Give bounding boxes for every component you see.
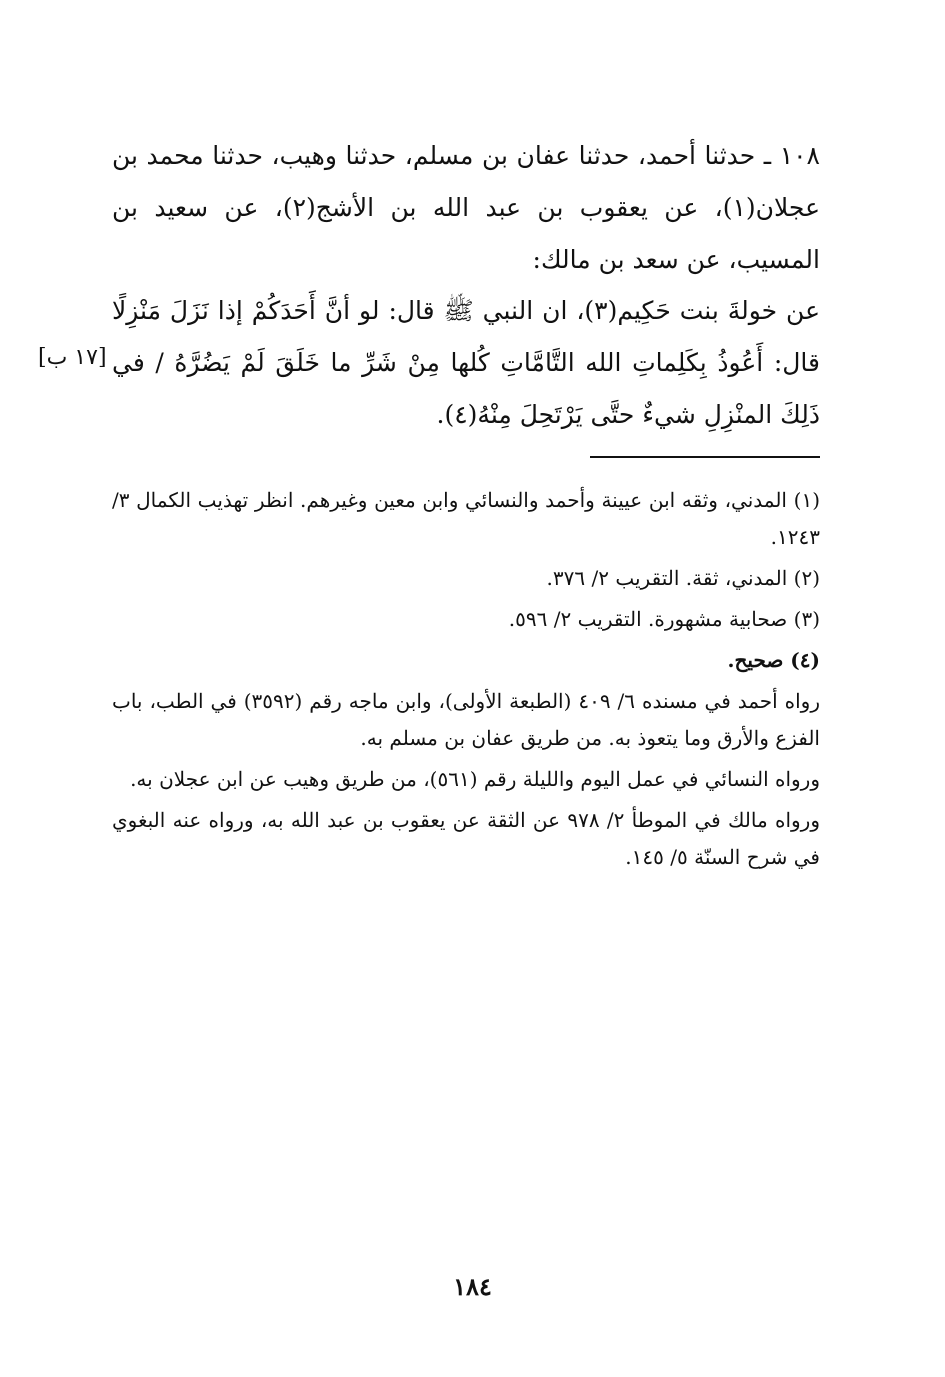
footnote-3: (٣) صحابية مشهورة. التقريب ٢/ ٥٩٦. [508,607,820,631]
footnote-4-source-ahmad: رواه أحمد في مسنده ٦/ ٤٠٩ (الطبعة الأولى)، وابن ماجه رقم (٣٥٩٢) في الطب، باب الفزع والأرق وما يتعوذ به. من طريق عفان بن مسلم به. [112,689,820,750]
hadith-isnad-paragraph: ١٠٨ ـ حدثنا أحمد، حدثنا عفان بن مسلم، حدثنا وهيب، حدثنا محمد بن عجلان(١)، عن يعقوب بن عبد الله بن الأشج(٢)، عن سعيد بن المسيب، عن سعد بن مالك: [112,141,820,274]
manuscript-folio-reference: [١٧ ب] [38,345,107,370]
footnote-4-source-malik: ورواه مالك في الموطأ ٢/ ٩٧٨ عن الثقة عن يعقوب بن عبد الله به، ورواه عنه البغوي في شرح السنّة ٥/ ١٤٥. [112,808,820,869]
footnote-4-source-nasai: ورواه النسائي في عمل اليوم والليلة رقم (٥٦١)، من طريق وهيب عن ابن عجلان به. [130,767,820,791]
footnote-4: (٤) صحيح. [727,648,820,672]
footnote-2: (٢) المدني، ثقة. التقريب ٢/ ٣٧٦. [546,566,820,590]
hadith-matn-paragraph: عن خولةَ بنت حَكِيم(٣)، ان النبي ﷺ قال: لو أنَّ أَحَدَكُمْ إذا نَزَلَ مَنْزِلًا قال: أَعُوذُ بِكَلِماتِ الله التَّامَّاتِ كُلها مِنْ شَرِّ ما خَلَقَ لَمْ يَضُرَّهُ / في ذَلِكَ المنْزِلِ شيءٌ حتَّى يَرْتَحِلَ مِنْهُ(٤). [112,296,821,429]
footnote-separator [590,456,820,458]
footnote-1: (١) المدني، وثقه ابن عيينة وأحمد والنسائي وابن معين وغيرهم. انظر تهذيب الكمال ٣/ ١٢٤٣. [112,488,820,549]
page-number: ١٨٤ [453,1272,492,1301]
footnotes-section [112,482,820,880]
